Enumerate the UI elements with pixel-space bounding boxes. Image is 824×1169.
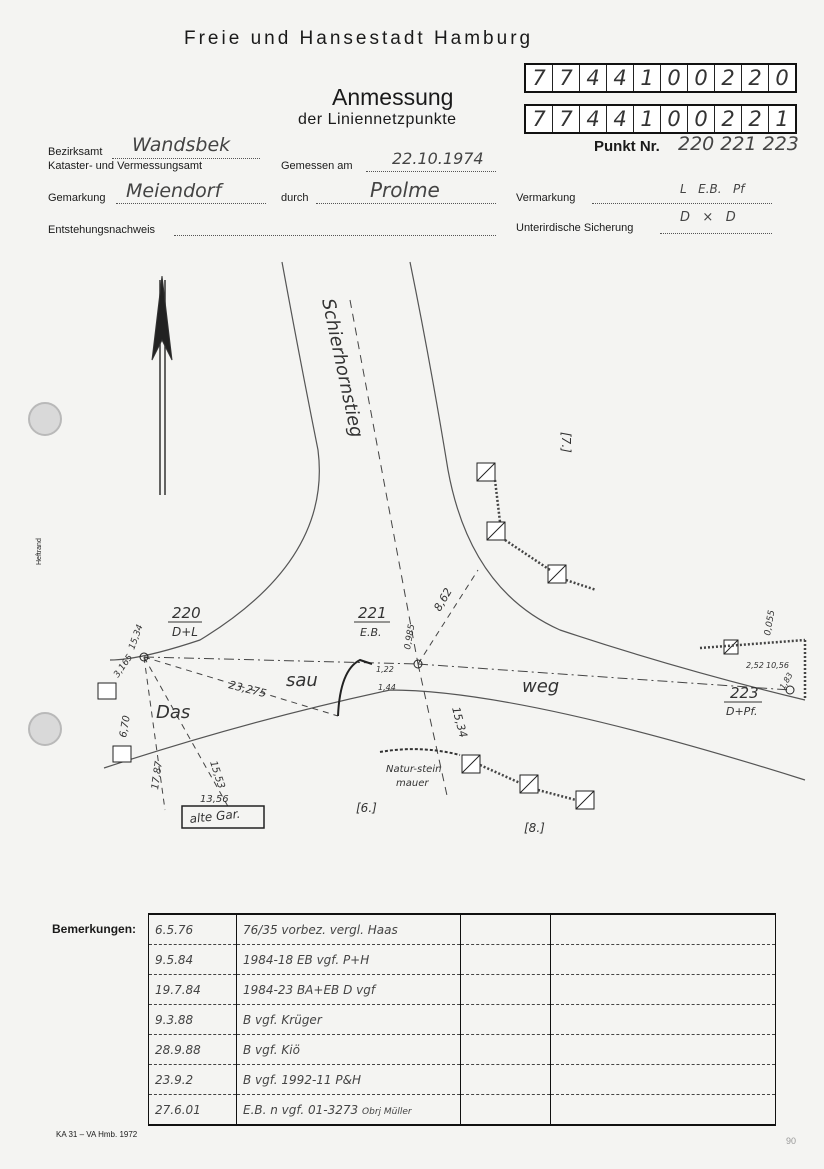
street-label-weg: weg xyxy=(522,676,560,697)
point-221-mark: E.B. xyxy=(360,626,382,639)
north-arrow-icon xyxy=(152,276,172,495)
measure: 3,165 xyxy=(112,652,136,680)
sicherung-value: D × D xyxy=(680,210,736,225)
wall-label-1: Natur-stein xyxy=(386,764,442,775)
point-223-mark: D+Pf. xyxy=(726,705,758,718)
ref-8: [8.] xyxy=(524,821,545,835)
form-title: Anmessung xyxy=(332,84,454,110)
gemessen-label: Gemessen am xyxy=(281,160,353,172)
point-number-box-2 xyxy=(524,104,797,134)
digit: 2 xyxy=(742,65,769,91)
measure: 15,34 xyxy=(127,623,146,652)
durch-label: durch xyxy=(281,192,309,204)
measure: 2,52 xyxy=(746,661,764,670)
remark-text: B vgf. Kiö xyxy=(237,1035,461,1065)
durch-value: Prolme xyxy=(370,178,440,202)
digit: 0 xyxy=(688,106,715,132)
city-title: Freie und Hansestadt Hamburg xyxy=(184,28,534,49)
bezirksamt-value: Wandsbek xyxy=(132,134,231,156)
remark-text: 76/35 vorbez. vergl. Haas xyxy=(237,914,461,945)
survey-sketch xyxy=(0,240,824,840)
table-row xyxy=(149,1065,776,1095)
remark-text: 1984-23 BA+EB D vgf xyxy=(237,975,461,1005)
measure: 6,70 xyxy=(118,714,133,739)
remark-date: 28.9.88 xyxy=(149,1035,237,1065)
table-row xyxy=(149,945,776,975)
corner-note: 90 xyxy=(786,1136,797,1146)
gemarkung-value: Meiendorf xyxy=(126,180,222,202)
bezirksamt-label: Bezirksamt xyxy=(48,146,103,158)
point-223-number: 223 xyxy=(730,684,759,702)
remark-date: 9.3.88 xyxy=(149,1005,237,1035)
point-220-mark: D+L xyxy=(172,625,198,639)
digit: 7 xyxy=(553,65,580,91)
remark-date: 6.5.76 xyxy=(149,914,237,945)
digit: 0 xyxy=(775,66,789,90)
remark-text: B vgf. 1992-11 P&H xyxy=(237,1065,461,1095)
measure: 15,34 xyxy=(449,705,470,740)
digit: 7 xyxy=(553,106,580,132)
margin-note: Heftrand xyxy=(36,538,43,565)
kataster-label: Kataster- und Vermessungsamt xyxy=(48,160,203,172)
table-row xyxy=(149,1005,776,1035)
survey-line xyxy=(144,657,418,664)
measure: 0,055 xyxy=(763,609,778,637)
table-row xyxy=(149,914,776,945)
vermarkung-label: Vermarkung xyxy=(516,192,576,204)
digit: 1 xyxy=(634,106,661,132)
digit: 7 xyxy=(526,106,553,132)
garage-label: alte Gar. xyxy=(188,806,241,826)
measure: 8,62 xyxy=(431,585,455,614)
point-221-number: 221 xyxy=(358,604,387,622)
remark-text: 1984-18 EB vgf. P+H xyxy=(237,945,461,975)
lamp-post-icon xyxy=(338,660,372,716)
digit: 0 xyxy=(661,65,688,91)
digit: 0 xyxy=(688,65,715,91)
measure: 1,83 xyxy=(777,671,795,691)
remark-date: 27.6.01 xyxy=(149,1095,237,1126)
street-label-das: Das xyxy=(156,702,191,723)
gemessen-value: 22.10.1974 xyxy=(392,149,484,168)
street-label-sau: sau xyxy=(286,670,318,691)
form-subtitle: der Liniennetzpunkte xyxy=(298,111,457,128)
measure: 13,56 xyxy=(200,794,229,805)
wall-outline xyxy=(380,749,460,755)
digit: 4 xyxy=(580,65,607,91)
ref-6: [6.] xyxy=(356,801,377,815)
remark-text: B vgf. Krüger xyxy=(237,1005,461,1035)
measure: 1,44 xyxy=(378,683,396,692)
survey-line xyxy=(418,570,478,664)
point-number-box-1 xyxy=(524,63,797,93)
digit: 0 xyxy=(661,106,688,132)
measure: 23,275 xyxy=(227,678,268,701)
punkt-value: 220 221 223 xyxy=(678,133,799,155)
remarks-label: Bemerkungen: xyxy=(52,922,137,936)
digit: 7 xyxy=(526,65,553,91)
digit: 2 xyxy=(715,65,742,91)
remark-text: E.B. n vgf. 01-3273 Obrj Müller xyxy=(237,1095,461,1126)
digit: 4 xyxy=(607,106,634,132)
measure: 15,53 xyxy=(207,759,227,791)
digit: 1 xyxy=(775,107,789,131)
measure: 0,985 xyxy=(403,623,418,651)
measure: 17,87 xyxy=(150,760,165,791)
road-edge xyxy=(410,262,805,700)
street-label-schierhornstieg: Schierhornstieg xyxy=(317,296,368,440)
measure: 10,56 xyxy=(766,661,789,670)
table-row xyxy=(149,1095,776,1126)
form-footer: KA 31 – VA Hmb. 1972 xyxy=(56,1130,138,1139)
measure: 1,22 xyxy=(376,665,394,674)
remark-date: 19.7.84 xyxy=(149,975,237,1005)
digit: 1 xyxy=(634,65,661,91)
gemarkung-label: Gemarkung xyxy=(48,192,106,204)
point-220-number: 220 xyxy=(172,604,201,622)
sicherung-label: Unterirdische Sicherung xyxy=(516,222,634,234)
digit: 4 xyxy=(580,106,607,132)
digit: 2 xyxy=(715,106,742,132)
digit: 4 xyxy=(607,65,634,91)
table-row xyxy=(149,975,776,1005)
digit: 2 xyxy=(742,106,769,132)
table-row xyxy=(149,1035,776,1065)
wall-label-2: mauer xyxy=(396,778,429,789)
ref-7: [7.] xyxy=(559,432,573,453)
remark-date: 23.9.2 xyxy=(149,1065,237,1095)
road-edge xyxy=(110,262,319,660)
remarks-table xyxy=(148,913,776,1126)
remark-date: 9.5.84 xyxy=(149,945,237,975)
vermarkung-value: L E.B. Pf xyxy=(680,182,745,196)
entstehung-label: Entstehungsnachweis xyxy=(48,224,156,236)
punkt-label: Punkt Nr. xyxy=(594,138,660,155)
